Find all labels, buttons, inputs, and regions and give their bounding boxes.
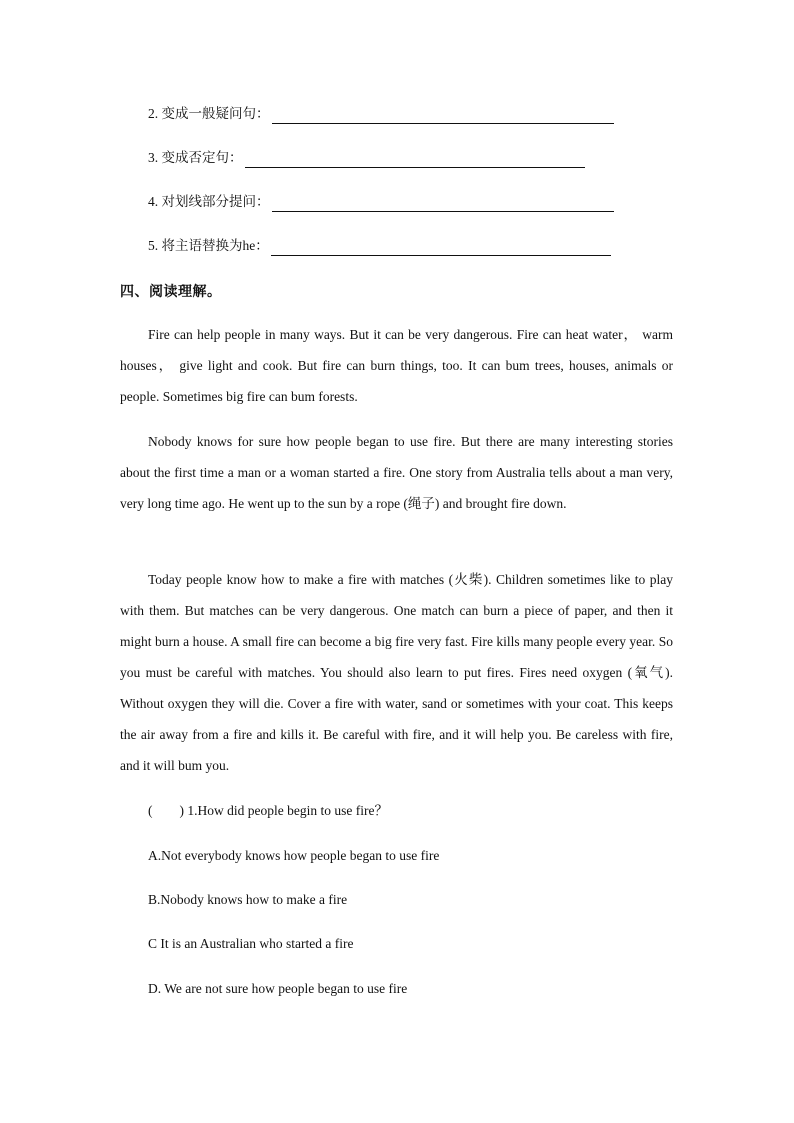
answer-blank[interactable] [272,197,614,212]
exercise-prompt: 变成否定句： [161,150,243,165]
answer-blank[interactable] [271,241,611,256]
answer-parentheses[interactable]: ( ) [148,803,184,818]
section-title: 四、阅读理解。 [120,284,222,300]
answer-blank[interactable] [245,153,585,168]
passage-paragraph-3: Today people know how to make a fire with matches (火柴). Children sometimes like to play with them. But matches can be very dangerous. One match can burn a piece of paper, and then it might burn a house. A small fire can become a big fire very fast. Fire kills many people every year. So you must be careful with matches. You should also learn to put fires. Fires need oxygen (氧气). Without oxygen they will die. Cover a fire with water, sand or sometimes with your coat. This keeps the air away from a fire and kills it. Be careful with fire, and it will help you. Be careless with fire, and it will bum you. [120,572,673,773]
option-a: A.Not everybody knows how people began to use fire [148,848,440,863]
question-stem [148,801,388,821]
exercise-prompt: 将主语替换为he： [161,238,269,253]
passage-paragraph-2: Nobody knows for sure how people began to use fire. But there are many interesting stories about the first time a man or a woman started a fire. One story from Australia tells about a man very, very long time ago. He went up to the sun by a rope (绳子) and brought fire down. [120,434,673,511]
exercise-4 [148,192,614,212]
option-b: B.Nobody knows how to make a fire [148,892,348,907]
question-text: 1.How did people begin to use fire？ [187,803,388,818]
option-c: C It is an Australian who started a fire [148,936,354,951]
passage-paragraph-1: Fire can help people in many ways. But it can be very dangerous. Fire can heat water， warm houses， give light and cook. But fire can burn things, too. It can bum trees, houses, animals or people. Sometimes big fire can bum forests. [120,327,673,404]
exercise-2 [148,104,614,124]
exercise-prompt: 变成一般疑问句： [161,106,270,121]
exercise-number: 3. [148,150,159,165]
exercise-5 [148,236,611,256]
exercise-number: 2. [148,106,159,121]
exercise-number: 5. [148,238,159,253]
exercise-number: 4. [148,194,159,209]
exercise-3 [148,148,585,168]
answer-blank[interactable] [272,109,614,124]
option-d: D. We are not sure how people began to use fire [148,981,408,996]
exercise-prompt: 对划线部分提问： [161,194,270,209]
